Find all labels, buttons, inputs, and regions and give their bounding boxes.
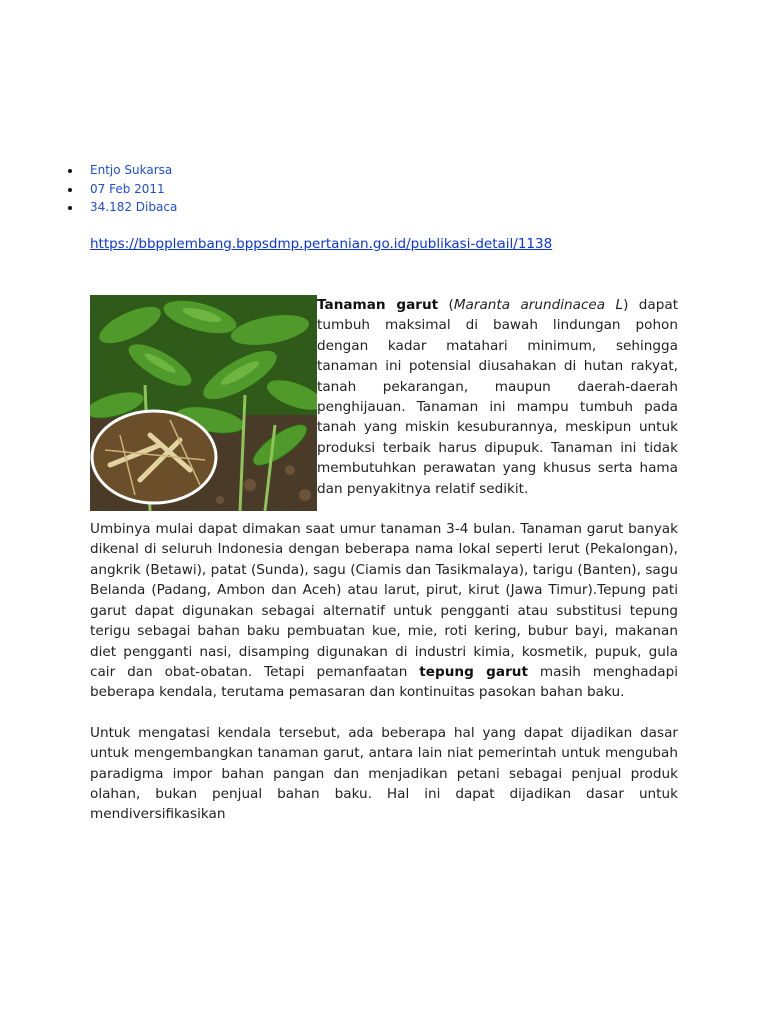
- latin-name: Maranta arundinacea L: [453, 297, 624, 313]
- meta-date[interactable]: [66, 180, 177, 199]
- bullet-icon: [68, 169, 72, 173]
- paragraph-1: [90, 295, 678, 499]
- paragraph-2-text-a: Umbinya mulai dapat dimakan saat umur tanaman 3-4 bulan. Tanaman garut banyak dikenal di seluruh Indonesia dengan beberapa nama lokal seperti lerut (Pekalongan), angkrik (Betawi), patat (Sunda), sagu (Ciamis dan Tasikmalaya), tarigu (Banten), sagu Belanda (Padang, Ambon dan Aceh) atau larut, pirut, kirut (Jawa Timur).Tepung pati garut dapat digunakan sebagai alternatif untuk pengganti atau substitusi tepung terigu sebagai bahan baku pembuatan kue, mie, roti kering, bubur bayi, makanan diet pengganti nasi, disamping digunakan di industri kimia, kosmetik, pupuk, gula cair dan obat-obatan. Tetapi pemanfaatan: [90, 521, 678, 680]
- date-text[interactable]: 07 Feb 2011: [90, 181, 165, 196]
- term-tepung-garut: tepung garut: [419, 663, 528, 680]
- meta-author[interactable]: [66, 161, 177, 180]
- source-link[interactable]: https://bbpplembang.bppsdmp.pertanian.go.id/publikasi-detail/1138: [90, 236, 553, 252]
- meta-views[interactable]: [66, 198, 177, 217]
- author-text[interactable]: Entjo Sukarsa: [90, 163, 173, 177]
- paragraph-3: Untuk mengatasi kendala tersebut, ada beberapa hal yang dapat dijadikan dasar untuk mengembangkan tanaman garut, antara lain niat pemerintah untuk mengubah paradigma impor bahan pangan dan menjadikan petani sebagai penjual produk olahan, bukan penjual bahan baku. Hal ini dapat dijadikan dasar untuk mendiversifikasikan: [90, 724, 678, 823]
- paragraph-2-text-b: masih menghadapi beberapa kendala, terutama pemasaran dan kontinuitas pasokan bahan baku.: [90, 663, 678, 701]
- bullet-icon: [68, 188, 72, 192]
- bullet-icon: [68, 206, 72, 210]
- article-body: [90, 295, 678, 845]
- views-text[interactable]: 34.182 Dibaca: [90, 200, 178, 214]
- open-paren: (: [438, 297, 454, 313]
- arrowroot-plant-photo: [90, 295, 317, 511]
- article-meta-list: [66, 161, 177, 217]
- paragraph-1-text: ) dapat tumbuh maksimal di bawah lindungan pohon dengan kadar matahari minimum, sehingga tanaman ini potensial diusahakan di hutan rakyat, tanah pekarangan, maupun daerah-daerah penghijauan. Tanaman ini mampu tumbuh pada tanah yang miskin kesuburannya, meskipun untuk produksi terbaik harus dipupuk. Tanaman ini tidak membutuhkan perawatan yang khusus serta hama dan penyakitnya relatif sedikit.: [317, 297, 679, 497]
- paragraph-2: [90, 519, 678, 703]
- term-tanaman-garut: Tanaman garut: [317, 297, 439, 313]
